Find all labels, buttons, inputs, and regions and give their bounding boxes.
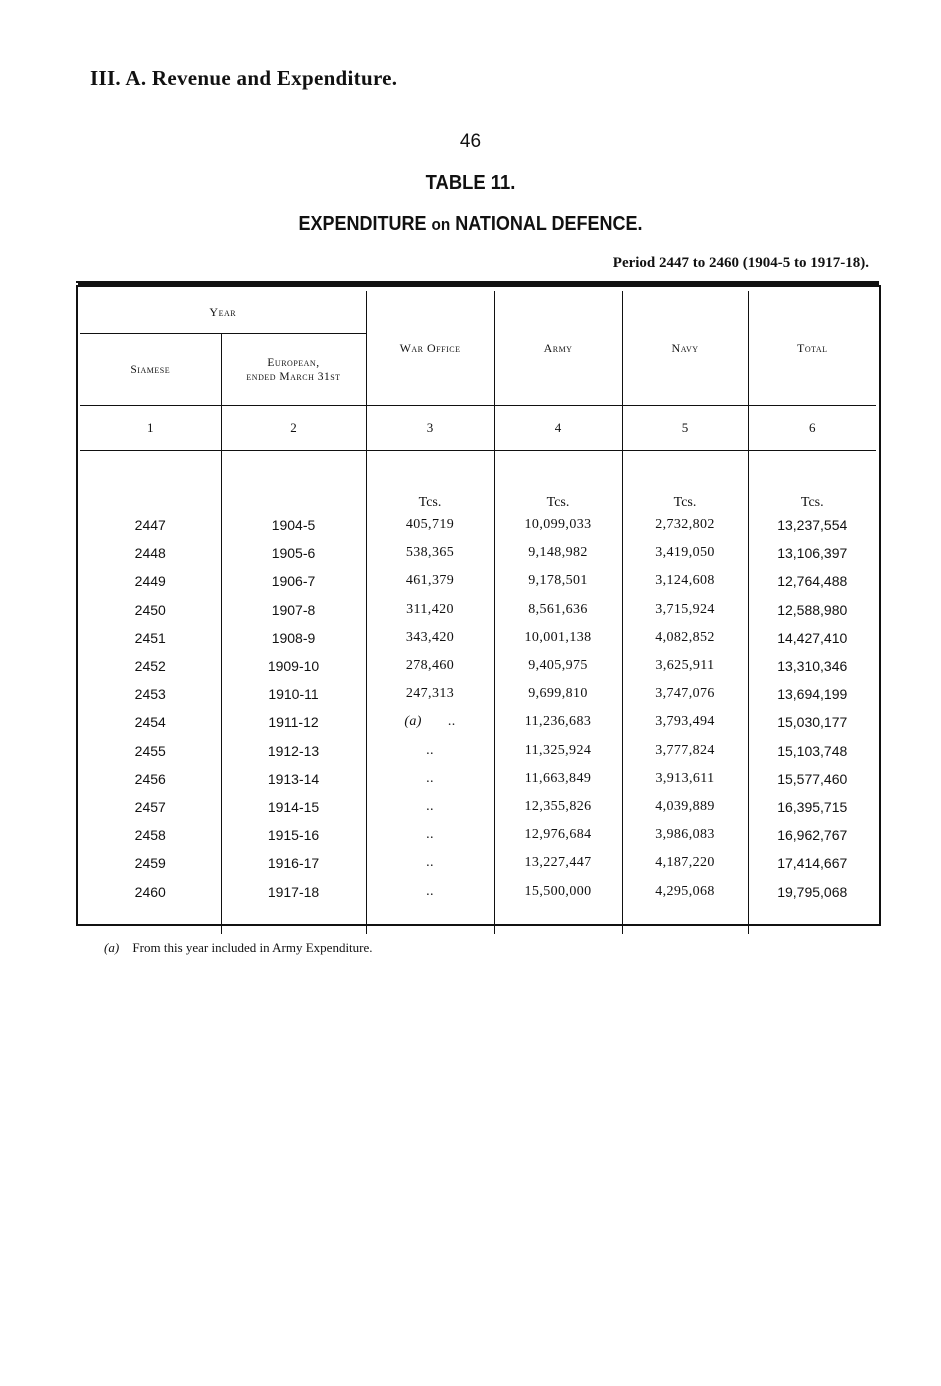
header-year: Year [80, 291, 366, 334]
header-siamese: Siamese [80, 334, 221, 406]
cell-army: 11,663,849 [494, 765, 622, 793]
cell-army: 11,325,924 [494, 737, 622, 765]
cell-siamese: 2448 [80, 539, 221, 567]
cell-siamese: 2449 [80, 567, 221, 595]
cell-war-office: 278,460 [366, 652, 494, 680]
cell-total: 14,427,410 [777, 629, 848, 646]
table-number: TABLE 11. [425, 172, 516, 194]
cell-navy: 4,039,889 [622, 793, 748, 821]
unit-army: Tcs. [494, 451, 622, 512]
cell-army: 10,001,138 [494, 624, 622, 652]
cell-war-office: .. [366, 877, 494, 905]
title-part-expenditure: EXPENDITURE [298, 213, 427, 235]
title-part-defence: NATIONAL DEFENCE. [455, 213, 643, 235]
cell-war-office: 538,365 [366, 539, 494, 567]
cell-army: 11,236,683 [494, 708, 622, 736]
cell-siamese: 2456 [80, 765, 221, 793]
cell-total: 13,237,554 [777, 517, 848, 534]
cell-war-office: .. [366, 849, 494, 877]
cell-siamese: 2447 [80, 511, 221, 539]
table-row [80, 596, 876, 624]
cell-european: 1906-7 [221, 567, 366, 595]
cell-siamese: 2451 [80, 624, 221, 652]
table-row [80, 680, 876, 708]
table-top-rule [76, 281, 879, 283]
column-number-6: 6 [748, 406, 876, 451]
cell-total: 12,588,980 [777, 601, 848, 618]
table-row [80, 708, 876, 736]
cell-european: 1905-6 [221, 539, 366, 567]
cell-total: 13,694,199 [777, 686, 848, 703]
cell-total: 16,395,715 [777, 798, 848, 815]
footnote-mark: (a) [104, 940, 120, 955]
cell-total: 15,577,460 [777, 770, 848, 787]
header-total: Total [797, 340, 828, 355]
cell-total: 17,414,667 [777, 855, 848, 872]
unit-war-office: Tcs. [366, 451, 494, 512]
cell-siamese: 2459 [80, 849, 221, 877]
cell-war-office: .. [366, 821, 494, 849]
cell-navy: 3,777,824 [622, 737, 748, 765]
header-european-line1: European, [267, 356, 320, 369]
cell-navy: 3,715,924 [622, 596, 748, 624]
cell-army: 12,976,684 [494, 821, 622, 849]
cell-total: 15,030,177 [777, 714, 848, 731]
cell-navy: 4,295,068 [622, 877, 748, 905]
war-office-value: .. [447, 714, 456, 730]
cell-european: 1914-15 [221, 793, 366, 821]
page-number: 46 [459, 131, 482, 152]
cell-war-office: 343,420 [366, 624, 494, 652]
cell-navy: 3,913,611 [622, 765, 748, 793]
cell-army: 13,227,447 [494, 849, 622, 877]
table-row [80, 821, 876, 849]
table-row [80, 624, 876, 652]
cell-war-office: 405,719 [366, 511, 494, 539]
cell-army: 9,699,810 [494, 680, 622, 708]
cell-navy: 3,419,050 [622, 539, 748, 567]
section-title: III. A. Revenue and Expenditure. [90, 66, 398, 90]
cell-siamese: 2452 [80, 652, 221, 680]
unit-navy: Tcs. [622, 451, 748, 512]
table-title [47, 213, 894, 236]
table-row [80, 793, 876, 821]
cell-army: 12,355,826 [494, 793, 622, 821]
cell-european: 1910-11 [221, 680, 366, 708]
cell-european: 1904-5 [221, 511, 366, 539]
cell-siamese: 2457 [80, 793, 221, 821]
footnote-text: From this year included in Army Expenditure. [132, 940, 373, 955]
cell-war-office: 247,313 [366, 680, 494, 708]
cell-european: 1913-14 [221, 765, 366, 793]
cell-army: 9,405,975 [494, 652, 622, 680]
cell-siamese: 2458 [80, 821, 221, 849]
cell-total: 15,103,748 [777, 742, 848, 759]
table-row [80, 652, 876, 680]
cell-european: 1909-10 [221, 652, 366, 680]
cell-siamese: 2460 [80, 877, 221, 905]
cell-siamese: 2450 [80, 596, 221, 624]
footnote-reference: (a) [404, 714, 422, 730]
cell-army: 8,561,636 [494, 596, 622, 624]
column-number-2: 2 [221, 406, 366, 451]
footnote [104, 940, 373, 956]
header-row-year [80, 291, 876, 334]
cell-total: 13,106,397 [777, 545, 848, 562]
unit-row [80, 451, 876, 512]
title-part-on: on [431, 215, 451, 234]
column-number-3: 3 [366, 406, 494, 451]
cell-european: 1907-8 [221, 596, 366, 624]
cell-european: 1911-12 [221, 708, 366, 736]
header-european [221, 334, 366, 406]
cell-war-office [366, 708, 494, 736]
cell-army: 10,099,033 [494, 511, 622, 539]
cell-total: 19,795,068 [777, 883, 848, 900]
cell-european: 1916-17 [221, 849, 366, 877]
cell-army: 9,178,501 [494, 567, 622, 595]
cell-war-office: .. [366, 765, 494, 793]
cell-european: 1915-16 [221, 821, 366, 849]
cell-navy: 2,732,802 [622, 511, 748, 539]
table-row [80, 511, 876, 539]
cell-european: 1908-9 [221, 624, 366, 652]
header-navy: Navy [622, 291, 748, 406]
header-army: Army [494, 291, 622, 406]
cell-european: 1917-18 [221, 877, 366, 905]
header-european-line2: ended March 31st [246, 370, 341, 383]
period-caption: Period 2447 to 2460 (1904-5 to 1917-18). [612, 255, 869, 271]
cell-total: 12,764,488 [777, 573, 848, 590]
table-row [80, 877, 876, 905]
cell-siamese: 2455 [80, 737, 221, 765]
cell-war-office: 311,420 [366, 596, 494, 624]
cell-navy: 4,187,220 [622, 849, 748, 877]
cell-army: 15,500,000 [494, 877, 622, 905]
cell-siamese: 2453 [80, 680, 221, 708]
column-number-4: 4 [494, 406, 622, 451]
cell-navy: 3,124,608 [622, 567, 748, 595]
cell-navy: 3,625,911 [622, 652, 748, 680]
column-number-5: 5 [622, 406, 748, 451]
column-number-row [80, 406, 876, 451]
table-row [80, 539, 876, 567]
table-row [80, 567, 876, 595]
cell-navy: 4,082,852 [622, 624, 748, 652]
cell-war-office: .. [366, 737, 494, 765]
cell-navy: 3,986,083 [622, 821, 748, 849]
cell-war-office: .. [366, 793, 494, 821]
table-row [80, 765, 876, 793]
cell-total: 16,962,767 [777, 827, 848, 844]
cell-navy: 3,747,076 [622, 680, 748, 708]
unit-total: Tcs. [800, 495, 824, 510]
cell-total: 13,310,346 [777, 658, 848, 675]
expenditure-table [80, 291, 876, 934]
table-row [80, 737, 876, 765]
table-row [80, 849, 876, 877]
cell-siamese: 2454 [80, 708, 221, 736]
cell-army: 9,148,982 [494, 539, 622, 567]
cell-european: 1912-13 [221, 737, 366, 765]
column-number-1: 1 [80, 406, 221, 451]
table-bottom-rule [76, 924, 879, 925]
table-bottom-spacer [80, 906, 876, 934]
cell-war-office: 461,379 [366, 567, 494, 595]
cell-navy: 3,793,494 [622, 708, 748, 736]
header-war-office: War Office [366, 291, 494, 406]
